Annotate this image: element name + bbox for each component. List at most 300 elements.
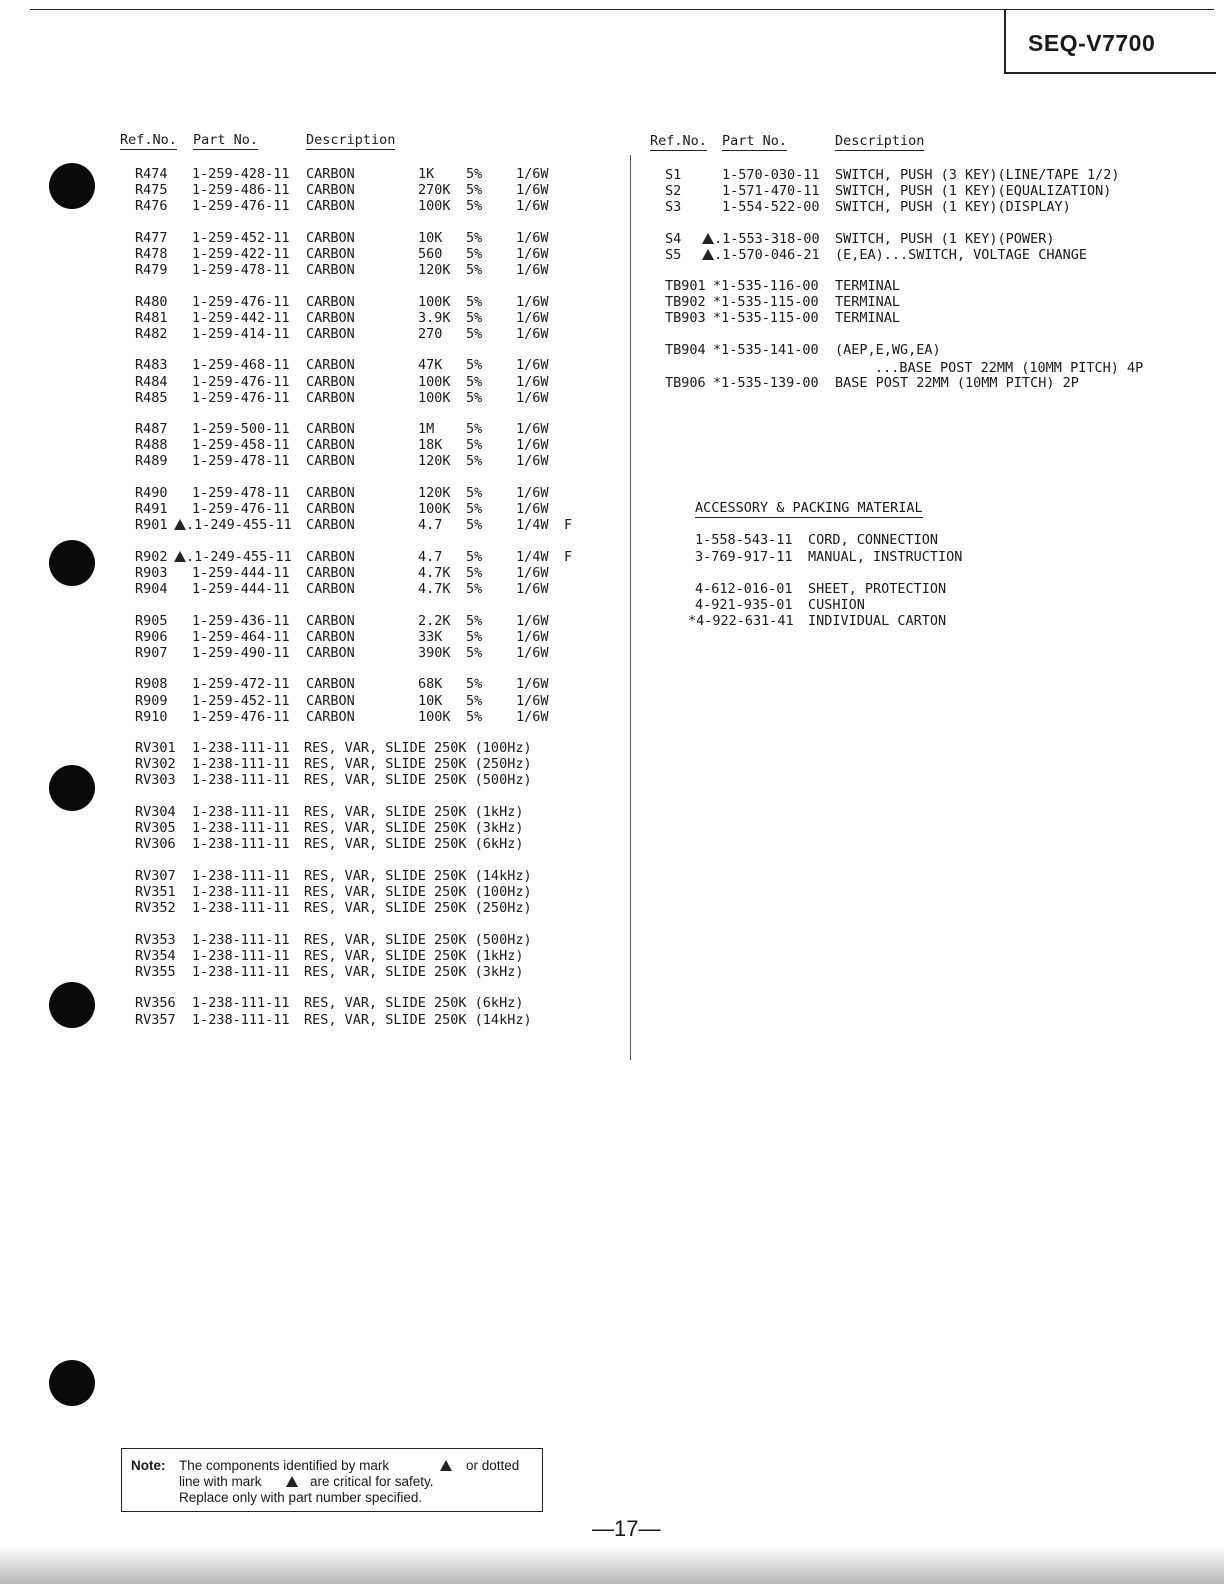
ref-no: R477 [135,229,168,246]
wattage: 1/6W [516,453,549,470]
wattage: 1/6W [516,628,549,645]
ref-no: TB904 [665,342,706,358]
description: CUSHION [808,597,865,613]
tolerance: 5% [466,262,483,278]
ref-header: Ref.No. [120,132,177,148]
description: SWITCH, PUSH (1 KEY)(EQUALIZATION) [835,183,1112,199]
value: 10K [418,692,443,709]
value: 120K [418,485,451,501]
parts-row [0,629,600,645]
ref-no: R907 [135,644,168,661]
wattage: 1/6W [516,708,549,725]
description: CARBON [306,517,355,534]
part-no: 1-238-111-11 [192,883,290,900]
tolerance: 5% [466,501,483,518]
tolerance: 5% [466,548,483,565]
parts-row [0,900,600,916]
parts-row [0,453,600,469]
ref-no: S1 [665,167,682,183]
ref-no: RV353 [135,931,176,948]
part-no: 1-259-414-11 [192,325,290,342]
value: 1K [418,166,435,182]
value: 2.2K [418,612,451,629]
description: CARBON [306,564,355,581]
description: RES, VAR, SLIDE 250K (6kHz) [304,995,524,1012]
description: TERMINAL [835,278,901,294]
desc-header: Description [306,132,396,148]
ref-no: R905 [135,612,168,629]
ref-no: R909 [135,692,168,709]
parts-row [0,756,600,772]
description: CARBON [306,453,355,470]
part-no: 1-259-436-11 [192,612,290,629]
parts-row [0,676,600,692]
wattage: 1/6W [516,245,549,262]
warning-triangle-icon [440,1458,452,1474]
part-no: 1-238-111-11 [192,756,290,773]
tolerance: 5% [466,309,483,326]
wattage: 1/6W [516,309,549,326]
parts-row [0,645,600,661]
description: INDIVIDUAL CARTON [808,613,947,629]
ref-no: RV305 [135,820,176,837]
parts-row [0,390,600,406]
value: 390K [418,644,451,661]
part-header: Part No. [193,132,259,148]
parts-row [0,342,1224,358]
tolerance: 5% [466,229,483,246]
parts-row [0,375,1224,391]
part-no: 1-259-476-11 [192,198,290,215]
ref-no: R483 [135,357,168,374]
ref-no: R487 [135,421,168,438]
wattage: 1/6W [516,692,549,709]
part-no: 1-558-543-11 [695,532,793,548]
description: CARBON [306,229,355,246]
ref-no: TB906 [665,375,706,391]
description: RES, VAR, SLIDE 250K (250Hz) [304,756,532,773]
wattage: 1/6W [516,421,549,438]
wattage: 1/6W [516,389,549,406]
warning-triangle-shape [702,249,714,260]
parts-row [0,836,600,852]
part-no: 1-259-472-11 [192,676,290,693]
description: CARBON [306,501,355,518]
value: 270K [418,182,451,199]
wattage: 1/6W [516,564,549,581]
description: TERMINAL [835,294,901,310]
ref-no: S2 [665,183,682,199]
wattage: 1/6W [516,373,549,390]
ref-no: S4 [665,231,682,247]
value: 100K [418,708,451,725]
wattage: 1/4W [516,548,549,565]
part-no: 1-238-111-11 [192,963,290,980]
binder-hole [49,1360,95,1406]
part-no: 1-259-490-11 [192,644,290,661]
note-text: are critical for safety. [310,1474,434,1489]
page-number: —17— [592,1516,661,1541]
part-no: 1-259-500-11 [192,421,290,438]
description: SHEET, PROTECTION [808,581,947,597]
part-no: *1-535-115-00 [713,310,819,326]
parts-row [0,868,600,884]
description: CARBON [306,245,355,262]
wattage: 1/6W [516,501,549,518]
description: CARBON [306,581,355,597]
part-no: 1-259-464-11 [192,628,290,645]
wattage: 1/6W [516,182,549,199]
value: 100K [418,373,451,390]
part-no: 1-259-444-11 [192,564,290,581]
description: CARBON [306,293,355,310]
ref-no: RV304 [135,804,176,820]
ref-no: R474 [135,166,168,182]
accessory-row [0,581,1224,597]
wattage: 1/6W [516,198,549,215]
tolerance: 5% [466,612,483,629]
description: (AEP,E,WG,EA) [835,342,941,358]
description: CARBON [306,166,355,182]
value: 270 [418,325,443,342]
parts-row [0,1012,600,1028]
wattage: 1/6W [516,262,549,278]
description: RES, VAR, SLIDE 250K (500Hz) [304,931,532,948]
tolerance: 5% [466,485,483,501]
description: RES, VAR, SLIDE 250K (500Hz) [304,772,532,789]
description: CARBON [306,309,355,326]
part-no: 1-238-111-11 [192,947,290,964]
ref-no: R903 [135,564,168,581]
wattage: 1/6W [516,437,549,454]
ref-no: TB903 [665,310,706,326]
parts-row [0,709,600,725]
part-no: 1-259-478-11 [192,262,290,278]
value: 120K [418,453,451,470]
parts-row [0,278,1224,294]
part-no: *1-535-139-00 [713,375,819,391]
part-header: Part No. [722,133,788,149]
description: RES, VAR, SLIDE 250K (3kHz) [304,963,524,980]
part-no: .1-553-318-00 [714,231,820,247]
wattage: 1/6W [516,166,549,182]
description: CARBON [306,373,355,390]
description: (E,EA)...SWITCH, VOLTAGE CHANGE [835,247,1087,263]
accessory-row [0,549,1224,565]
description: CARBON [306,437,355,454]
ref-no: R906 [135,628,168,645]
part-no: 1-259-476-11 [192,373,290,390]
part-no: 4-612-016-01 [695,581,793,597]
tolerance: 5% [466,708,483,725]
parts-row [0,231,1224,247]
part-no: 1-238-111-11 [192,1011,290,1028]
desc-header: Description [835,133,925,149]
description: CARBON [306,612,355,629]
ref-no: S3 [665,199,682,215]
description: MANUAL, INSTRUCTION [808,549,963,565]
tolerance: 5% [466,692,483,709]
wattage: 1/6W [516,581,549,597]
ref-no: RV355 [135,963,176,980]
value: 1M [418,421,435,438]
parts-row [0,262,600,278]
description: TERMINAL [835,310,901,326]
accessory-row [0,597,1224,613]
ref-no: TB902 [665,294,706,310]
ref-no: R481 [135,309,168,326]
value: 68K [418,676,443,693]
part-no: .1-249-455-11 [186,548,292,565]
ref-no: TB901 [665,278,706,294]
value: 33K [418,628,443,645]
parts-row [0,326,600,342]
part-no: 1-259-486-11 [192,182,290,199]
part-no: *1-535-141-00 [713,342,819,358]
description: CARBON [306,692,355,709]
accessory-row [0,613,1224,629]
ref-no: RV354 [135,947,176,964]
wattage: 1/6W [516,357,549,374]
ref-no: R475 [135,182,168,199]
value: 3.9K [418,309,451,326]
wattage: 1/6W [516,644,549,661]
warning-triangle-shape [174,519,186,530]
part-no: .1-249-455-11 [186,517,292,534]
description: CARBON [306,628,355,645]
description: CORD, CONNECTION [808,532,939,548]
part-no: 1-571-470-11 [722,183,820,199]
description: CARBON [306,644,355,661]
flag: F [564,548,573,565]
description: CARBON [306,676,355,693]
ref-no: RV303 [135,772,176,789]
ref-no: RV356 [135,995,176,1012]
description: ...BASE POST 22MM (10MM PITCH) 4P [875,360,1144,376]
part-no: 1-259-422-11 [192,245,290,262]
ref-header: Ref.No. [650,133,707,149]
part-no: 1-259-428-11 [192,166,290,182]
note-text: or dotted [466,1458,520,1473]
tolerance: 5% [466,357,483,374]
warning-triangle-icon [286,1474,298,1490]
tolerance: 5% [466,245,483,262]
ref-no: R488 [135,437,168,454]
part-no: *1-535-115-00 [713,294,819,310]
flag: F [564,517,573,534]
value: 10K [418,229,443,246]
ref-no: R904 [135,581,168,597]
ref-no: R489 [135,453,168,470]
value: 4.7 [418,517,443,534]
ref-no: R478 [135,245,168,262]
description: RES, VAR, SLIDE 250K (1kHz) [304,804,524,820]
wattage: 1/4W [516,517,549,534]
ref-no: RV302 [135,756,176,773]
parts-row [0,772,600,788]
ref-no: RV357 [135,1011,176,1028]
part-no: 1-259-476-11 [192,501,290,518]
description: RES, VAR, SLIDE 250K (1kHz) [304,947,524,964]
wattage: 1/6W [516,485,549,501]
description: CARBON [306,262,355,278]
ref-no: RV351 [135,883,176,900]
part-no: 1-238-111-11 [192,995,290,1012]
ref-no: R482 [135,325,168,342]
part-no: 1-554-522-00 [722,199,820,215]
part-no: 1-238-111-11 [192,820,290,837]
description: RES, VAR, SLIDE 250K (14kHz) [304,1011,532,1028]
value: 120K [418,262,451,278]
tolerance: 5% [466,166,483,182]
ref-no: RV307 [135,867,176,884]
part-no: 1-238-111-11 [192,836,290,853]
safety-note [121,1448,543,1512]
ref-no: R491 [135,501,168,518]
parts-row [0,693,600,709]
description: RES, VAR, SLIDE 250K (6kHz) [304,836,524,853]
ref-no: R479 [135,262,168,278]
part-no: 1-238-111-11 [192,740,290,757]
parts-row [0,884,600,900]
ref-no: RV352 [135,900,176,916]
description: RES, VAR, SLIDE 250K (3kHz) [304,820,524,837]
parts-row [0,437,600,453]
ref-no: R480 [135,293,168,310]
description: CARBON [306,182,355,199]
accessory-title: ACCESSORY & PACKING MATERIAL [695,500,923,516]
description: SWITCH, PUSH (3 KEY)(LINE/TAPE 1/2) [835,167,1120,183]
tolerance: 5% [466,644,483,661]
tolerance: 5% [466,198,483,215]
tolerance: 5% [466,293,483,310]
part-no: 1-259-458-11 [192,437,290,454]
part-no: 1-238-111-11 [192,804,290,820]
parts-row [0,247,1224,263]
description: CARBON [306,421,355,438]
note-text: Replace only with part number specified. [179,1490,423,1505]
part-no: 1-238-111-11 [192,867,290,884]
wattage: 1/6W [516,229,549,246]
part-no: .1-570-046-21 [714,247,820,263]
parts-row [0,820,600,836]
parts-row [0,360,1224,376]
accessory-row [0,532,1224,548]
part-no: *1-535-116-00 [713,278,819,294]
tolerance: 5% [466,373,483,390]
wattage: 1/6W [516,293,549,310]
scan-edge [0,1546,1224,1584]
ref-no: R490 [135,485,168,501]
ref-no: R910 [135,708,168,725]
model-title: SEQ-V7700 [1028,30,1156,56]
parts-row [0,517,600,533]
parts-row [0,485,600,501]
description: RES, VAR, SLIDE 250K (14kHz) [304,867,532,884]
value: 100K [418,198,451,215]
tolerance: 5% [466,421,483,438]
part-no: 1-259-476-11 [192,389,290,406]
parts-row [0,932,600,948]
part-no: *4-922-631-41 [688,613,794,629]
ref-no: R476 [135,198,168,215]
tolerance: 5% [466,437,483,454]
value: 47K [418,357,443,374]
description: CARBON [306,708,355,725]
value: 100K [418,501,451,518]
tolerance: 5% [466,628,483,645]
description: CARBON [306,548,355,565]
parts-row [0,310,1224,326]
description: CARBON [306,357,355,374]
value: 560 [418,245,443,262]
note-text: The components identified by mark [179,1458,390,1473]
parts-row [0,964,600,980]
parts-row [0,183,1224,199]
parts-row [0,294,1224,310]
wattage: 1/6W [516,612,549,629]
part-no: 3-769-917-11 [695,549,793,565]
description: SWITCH, PUSH (1 KEY)(POWER) [835,231,1055,247]
value: 100K [418,389,451,406]
parts-row [0,199,1224,215]
part-no: 1-259-478-11 [192,485,290,501]
description: RES, VAR, SLIDE 250K (100Hz) [304,740,532,757]
tolerance: 5% [466,581,483,597]
description: CARBON [306,325,355,342]
ref-no: R485 [135,389,168,406]
part-no: 1-259-478-11 [192,453,290,470]
part-no: 1-259-452-11 [192,229,290,246]
wattage: 1/6W [516,325,549,342]
part-no: 1-259-476-11 [192,293,290,310]
tolerance: 5% [466,182,483,199]
ref-no: R901 [135,517,168,534]
note-label: Note: [131,1458,166,1473]
description: CARBON [306,198,355,215]
description: BASE POST 22MM (10MM PITCH) 2P [835,375,1079,391]
value: 4.7K [418,581,451,597]
parts-row [0,804,600,820]
ref-no: R484 [135,373,168,390]
part-no: 1-238-111-11 [192,931,290,948]
description: CARBON [306,389,355,406]
value: 4.7 [418,548,443,565]
parts-row [0,167,1224,183]
tolerance: 5% [466,389,483,406]
part-no: 1-238-111-11 [192,772,290,789]
ref-no: RV306 [135,836,176,853]
part-no: 1-259-468-11 [192,357,290,374]
part-no: 1-259-442-11 [192,309,290,326]
tolerance: 5% [466,564,483,581]
part-no: 1-259-452-11 [192,692,290,709]
tolerance: 5% [466,325,483,342]
description: CARBON [306,485,355,501]
ref-no: S5 [665,247,682,263]
value: 100K [418,293,451,310]
parts-row [0,501,600,517]
parts-row [0,995,600,1011]
value: 4.7K [418,564,451,581]
tolerance: 5% [466,517,483,534]
tolerance: 5% [466,676,483,693]
tolerance: 5% [466,453,483,470]
part-no: 1-238-111-11 [192,900,290,916]
parts-row [0,948,600,964]
warning-triangle-shape [702,233,714,244]
part-no: 4-921-935-01 [695,597,793,613]
